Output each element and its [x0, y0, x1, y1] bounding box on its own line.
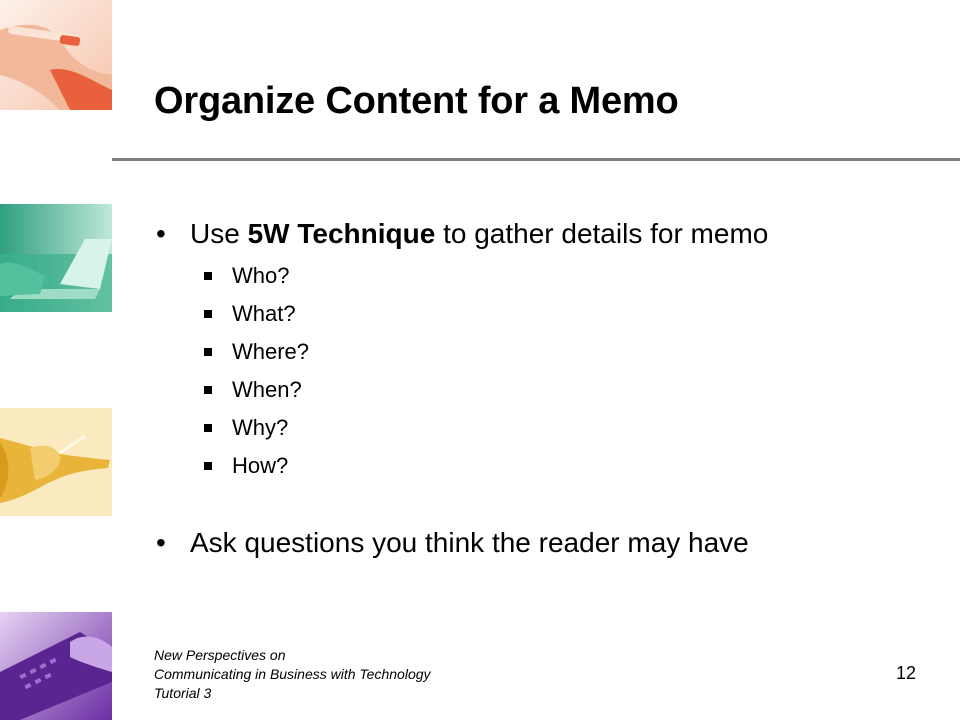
bullet-text: Use 5W Technique to gather details for memo: [190, 218, 769, 249]
slide-title: Organize Content for a Memo: [154, 80, 679, 122]
square-bullet-icon: [204, 348, 212, 356]
title-divider: [112, 158, 960, 161]
square-bullet-icon: [204, 310, 212, 318]
hand-gesture-image: [0, 408, 112, 516]
footer-line: Tutorial 3: [154, 685, 212, 701]
square-bullet-icon: [204, 272, 212, 280]
footer-line: New Perspectives on: [154, 647, 286, 663]
footer-line: Communicating in Business with Technology: [154, 666, 431, 682]
page-number: 12: [896, 663, 917, 683]
square-bullet-icon: [204, 462, 212, 470]
square-bullet-icon: [204, 424, 212, 432]
bullet-dot-icon: •: [156, 527, 166, 558]
bullet-dot-icon: •: [156, 218, 166, 249]
hand-writing-image: [0, 0, 112, 110]
square-bullet-icon: [204, 386, 212, 394]
laptop-typing-image: [0, 204, 112, 312]
slide-footer: [154, 646, 431, 703]
keyboard-typing-image: [0, 612, 112, 720]
